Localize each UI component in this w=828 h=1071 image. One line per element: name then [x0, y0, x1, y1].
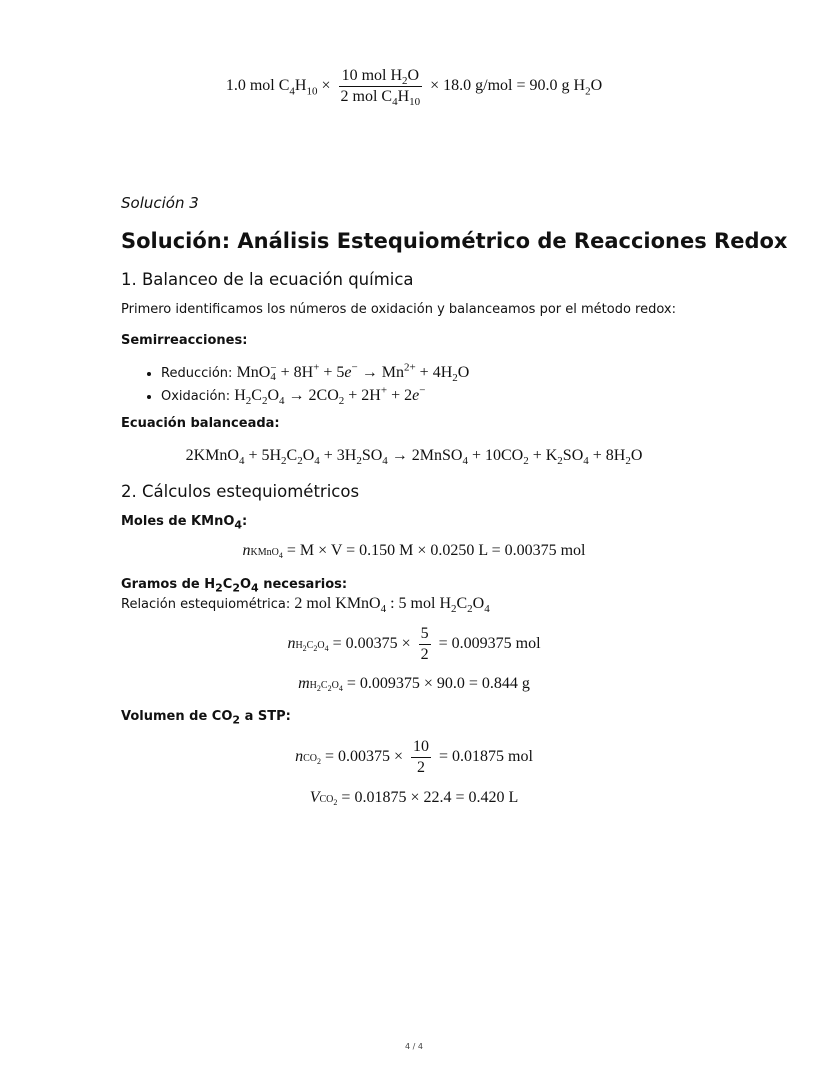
intro-paragraph: Primero identificamos los números de oxidación y balanceamos por el método redox:	[121, 302, 676, 317]
moles-equation: nKMnO$_4$ = M × V = 0.150 M × 0.0250 L = 0.00375 mol	[242, 542, 586, 560]
balanced-equation-label: Ecuación balanceada:	[121, 416, 280, 431]
fraction: $\frac{10 mol H_2O}{2 mol C_4H_{10}}$	[340, 67, 421, 109]
oxidation-item: • Oxidación: $H_2C_2O_4 \to 2CO_2 + 2H^+ + 2e^-$	[161, 385, 469, 408]
section-heading-calculations: 2. Cálculos estequiométricos	[121, 482, 360, 501]
balanced-equation: 2KMnO$_4$ + $5H_2C_2O_4 + 3H_2SO_4$ → 2MnSO$_4$ + $10CO_2 + K_2SO_4 + 8H_2O$	[185, 447, 643, 468]
fraction: $\frac{5}{2}$	[420, 625, 429, 663]
volume-label: Volumen de $CO_2$ a STP:	[121, 709, 291, 727]
reduction-item: • Reducción: MnO − 4 + $8H^+ + 5e^- \to Mn^{2+} + 4H_2O$	[161, 362, 469, 385]
volume-co2-equation: $VCO_2 = 0.01875 \times 22.4 = 0.420$ L	[309, 789, 519, 807]
fraction: $\frac{10}{2}$	[413, 738, 430, 776]
grams-label: Gramos de $H_2C_2O_4$ necesarios:	[121, 577, 348, 595]
page-number: 4 / 4	[405, 1042, 423, 1051]
stoichiometric-relation: Relación estequiométrica: 2 mol KMnO$_4$ : 5 mol $H_2C_2O_4$	[121, 595, 490, 616]
moles-co2-equation: nCO$_2$ = 0.00375 × $\frac{10}{2}$ = 0.01875 mol	[295, 738, 533, 776]
mass-h2c2o4-equation: $mH_2C_2O_4 = 0.009375 \times 90.0 = 0.844$ g	[298, 675, 530, 693]
semireactions-list	[143, 362, 469, 408]
semireactions-label: Semirreacciones:	[121, 333, 248, 348]
page-title: Solución: Análisis Estequiométrico de Reacciones Redox	[121, 229, 788, 253]
top-stoichiometry-equation: 1.0 mol $C_4H_{10}$ × $\frac{10 mol H_2O}{2 mol C_4H_{10}}$ × 18.0 g/mol = 90.0 g $H_2O$	[225, 67, 603, 109]
section-heading-balance: 1. Balanceo de la ecuación química	[121, 270, 414, 289]
moles-label: Moles de KMnO$_4$:	[121, 514, 248, 532]
solution-label: Solución 3	[121, 194, 199, 212]
moles-h2c2o4-equation: $nH_2C_2O_4 = 0.00375$ × $\frac{5}{2}$ = 0.009375 mol	[287, 625, 541, 663]
